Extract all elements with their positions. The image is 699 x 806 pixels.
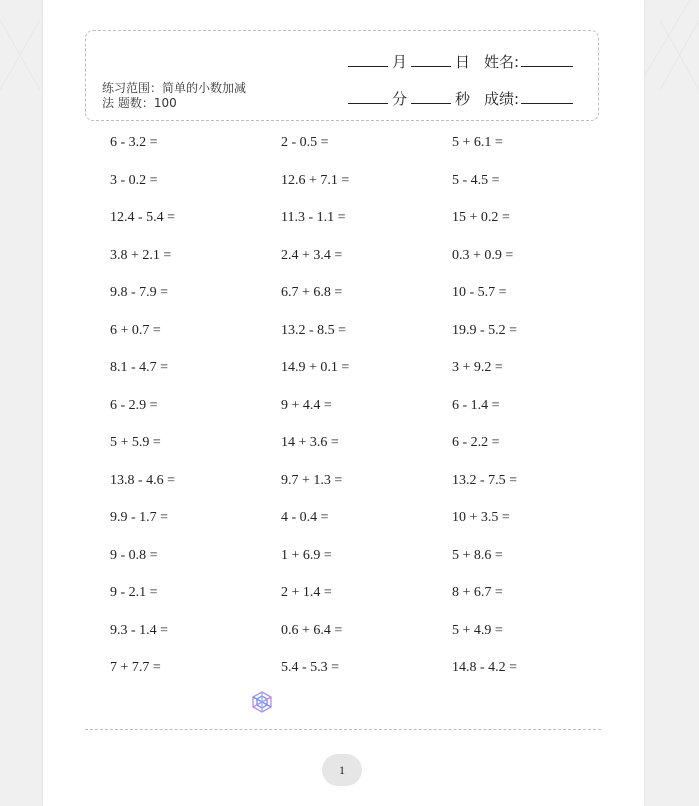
- problem-item: 0.3 + 0.9 =: [452, 247, 514, 263]
- practice-info: [102, 81, 272, 111]
- problem-item: 2.4 + 3.4 =: [281, 247, 343, 263]
- worksheet-header: [85, 30, 599, 121]
- day-blank[interactable]: [411, 52, 451, 67]
- problem-item: 5 - 4.5 =: [452, 172, 500, 188]
- problem-item: 13.8 - 4.6 =: [110, 472, 176, 488]
- problem-item: 12.6 + 7.1 =: [281, 172, 350, 188]
- date-name-row: [348, 51, 573, 72]
- problem-item: 13.2 - 8.5 =: [281, 322, 347, 338]
- problem-item: 5.4 - 5.3 =: [281, 660, 340, 675]
- minute-blank[interactable]: [348, 89, 388, 104]
- problem-item: 8 + 6.7 =: [452, 585, 503, 600]
- problem-item: 19.9 - 5.2 =: [452, 322, 518, 338]
- minute-label: 分: [392, 90, 408, 108]
- problem-item: 13.2 - 7.5 =: [452, 472, 518, 488]
- problem-item: 15 + 0.2 =: [452, 210, 510, 225]
- problem-item: 2 - 0.5 =: [281, 135, 329, 150]
- score-blank[interactable]: [521, 89, 573, 104]
- problem-item: 5 + 6.1 =: [452, 135, 503, 150]
- worksheet-page: [43, 0, 644, 806]
- problem-item: 6 - 3.2 =: [110, 135, 158, 150]
- problem-item: 12.4 - 5.4 =: [110, 210, 176, 225]
- problem-item: 11.3 - 1.1 =: [281, 210, 346, 225]
- problem-item: 9.3 - 1.4 =: [110, 622, 169, 638]
- problem-item: 9.8 - 7.9 =: [110, 285, 169, 300]
- problem-item: 9.9 - 1.7 =: [110, 510, 169, 525]
- problem-item: 14.8 - 4.2 =: [452, 660, 518, 675]
- problem-item: 6 - 1.4 =: [452, 397, 500, 413]
- second-blank[interactable]: [411, 89, 451, 104]
- second-label: 秒: [455, 90, 471, 108]
- problem-item: 5 + 4.9 =: [452, 622, 503, 638]
- problem-item: 8.1 - 4.7 =: [110, 360, 169, 375]
- time-score-row: [348, 88, 573, 109]
- problem-item: 3 - 0.2 =: [110, 172, 158, 188]
- problem-item: 14.9 + 0.1 =: [281, 360, 350, 375]
- problem-item: 6 + 0.7 =: [110, 322, 161, 338]
- footer-divider: [85, 729, 601, 730]
- logo-icon: [250, 690, 274, 714]
- practice-range-text: 练习范围：简单的小数加减: [102, 81, 247, 95]
- problem-item: 5 + 5.9 =: [110, 435, 161, 450]
- problem-item: 10 - 5.7 =: [452, 285, 507, 300]
- problem-item: 3 + 9.2 =: [452, 360, 503, 375]
- problem-item: 9 - 0.8 =: [110, 547, 158, 563]
- practice-count-text: 法 题数：100: [102, 96, 177, 110]
- day-label: 日: [455, 53, 471, 71]
- problem-item: 4 - 0.4 =: [281, 510, 329, 525]
- problem-item: 14 + 3.6 =: [281, 435, 339, 450]
- problem-item: 1 + 6.9 =: [281, 547, 332, 563]
- problem-item: 6.7 + 6.8 =: [281, 285, 343, 300]
- score-label: 成绩:: [484, 90, 520, 108]
- month-label: 月: [392, 53, 408, 71]
- problem-item: 9 + 4.4 =: [281, 397, 332, 413]
- problem-item: 6 - 2.9 =: [110, 397, 158, 413]
- name-label: 姓名:: [484, 53, 520, 71]
- problem-item: 6 - 2.2 =: [452, 435, 500, 450]
- problem-item: 0.6 + 6.4 =: [281, 622, 343, 638]
- problem-item: 10 + 3.5 =: [452, 510, 510, 525]
- problem-item: 9.7 + 1.3 =: [281, 472, 343, 488]
- name-blank[interactable]: [521, 52, 573, 67]
- problem-item: 3.8 + 2.1 =: [110, 247, 172, 263]
- page-number[interactable]: 1: [322, 754, 362, 786]
- problem-item: 5 + 8.6 =: [452, 547, 503, 563]
- problem-item: 9 - 2.1 =: [110, 585, 158, 600]
- problem-item: 2 + 1.4 =: [281, 585, 332, 600]
- month-blank[interactable]: [348, 52, 388, 67]
- problem-item: 7 + 7.7 =: [110, 660, 161, 675]
